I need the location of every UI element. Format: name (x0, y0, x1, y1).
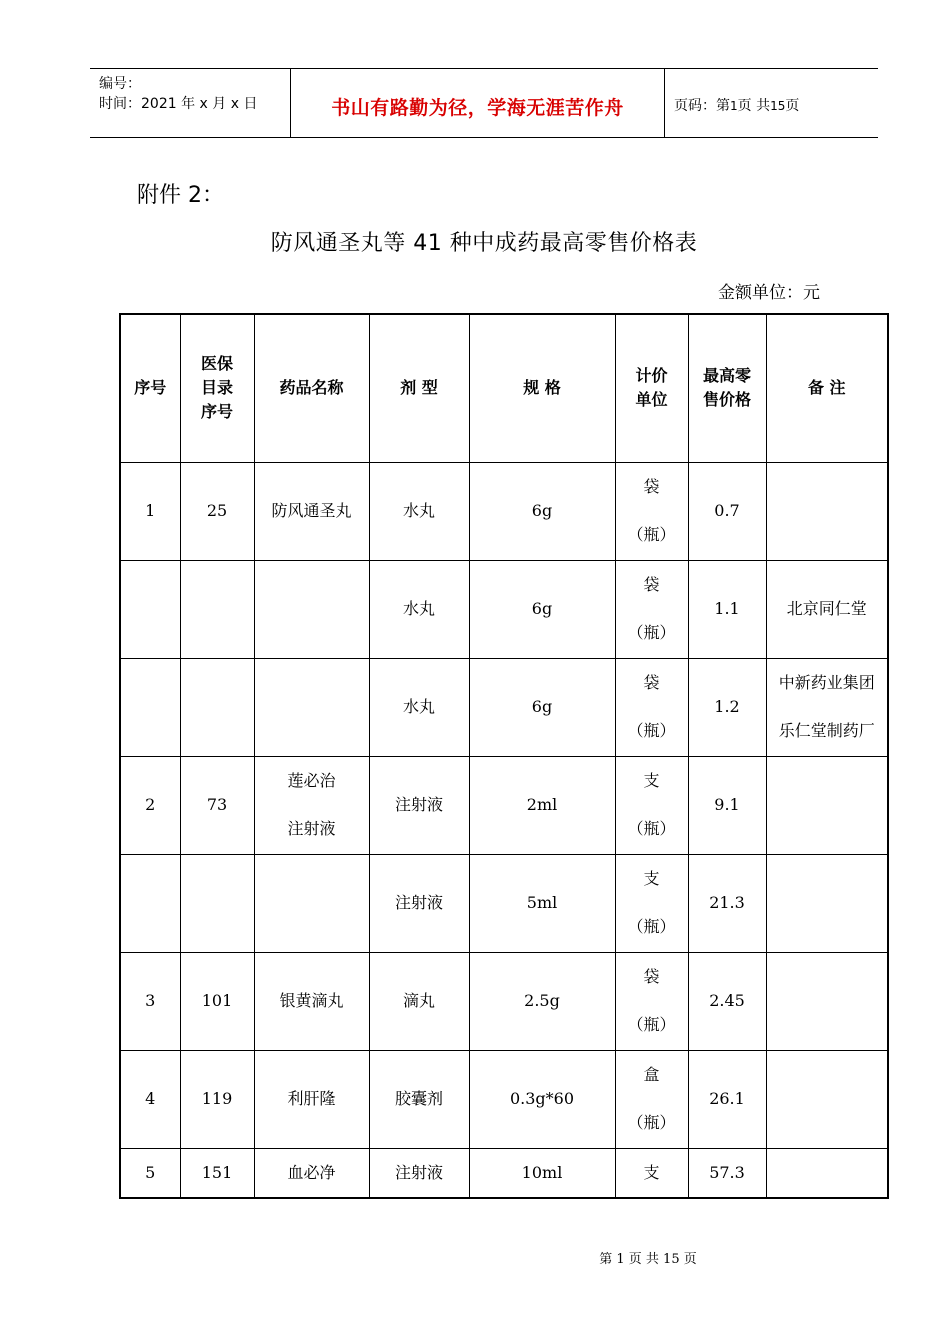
currency-unit: 金额单位：元 (718, 283, 820, 303)
col-header-unit-line2: 单位 (635, 390, 668, 410)
cell-drug-name-line1: 莲必治 (287, 771, 336, 790)
cell-spec: 2ml (469, 756, 615, 854)
col-header-name: 药品名称 (254, 314, 369, 462)
price-table (119, 313, 889, 1199)
cell-unit (615, 658, 688, 756)
cell-insurance-no: 119 (180, 1050, 254, 1148)
cell-unit-line1: 袋 (643, 477, 660, 496)
cell-seq (120, 560, 180, 658)
cell-note-line1: 中新药业集团 (778, 673, 875, 692)
cell-dosage-form: 注射液 (369, 1148, 469, 1198)
cell-price: 21.3 (688, 854, 766, 952)
cell-note (766, 1148, 888, 1198)
cell-unit (615, 462, 688, 560)
cell-unit (615, 1050, 688, 1148)
cell-price: 2.45 (688, 952, 766, 1050)
cell-unit-line1: 袋 (643, 575, 660, 594)
cell-spec: 5ml (469, 854, 615, 952)
document-header (90, 68, 878, 138)
cell-drug-name (254, 854, 369, 952)
cell-dosage-form: 水丸 (369, 658, 469, 756)
col-header-form: 剂 型 (369, 314, 469, 462)
cell-insurance-no (180, 854, 254, 952)
col-header-price-line1: 最高零 (702, 366, 751, 386)
table-header-row (120, 314, 888, 462)
cell-note (766, 462, 888, 560)
cell-insurance-no (180, 560, 254, 658)
cell-unit-line1: 支 (643, 869, 660, 888)
cell-note (766, 952, 888, 1050)
cell-unit-line1: 袋 (643, 967, 660, 986)
cell-drug-name (254, 658, 369, 756)
cell-price: 57.3 (688, 1148, 766, 1198)
cell-unit: 支 (615, 1148, 688, 1198)
cell-note (766, 1050, 888, 1148)
col-header-price (688, 314, 766, 462)
table-row (120, 658, 888, 756)
cell-note: 北京同仁堂 (766, 560, 888, 658)
page-current: 1 (730, 99, 738, 113)
header-page-cell (664, 69, 878, 137)
cell-seq: 3 (120, 952, 180, 1050)
col-header-insurance-line1: 医保 (200, 354, 233, 374)
cell-price: 1.2 (688, 658, 766, 756)
cell-note (766, 658, 888, 756)
col-header-insurance-line3: 序号 (200, 402, 233, 422)
cell-note-line2: 乐仁堂制药厂 (778, 721, 875, 740)
cell-dosage-form: 滴丸 (369, 952, 469, 1050)
cell-dosage-form: 胶囊剂 (369, 1050, 469, 1148)
table-row (120, 1050, 888, 1148)
motto-text: 书山有路勤为径，学海无涯苦作舟 (331, 97, 624, 119)
cell-spec: 0.3g*60 (469, 1050, 615, 1148)
col-header-insurance-line2: 目录 (200, 378, 233, 398)
table-row (120, 560, 888, 658)
doc-number-label: 编号： (99, 76, 141, 92)
cell-drug-name: 利肝隆 (254, 1050, 369, 1148)
cell-dosage-form: 水丸 (369, 462, 469, 560)
cell-price: 1.1 (688, 560, 766, 658)
cell-unit (615, 952, 688, 1050)
cell-unit-line2: （瓶） (627, 525, 676, 544)
cell-unit-line2: （瓶） (627, 721, 676, 740)
page-footer: 第 1 页 共 15 页 (599, 1252, 697, 1267)
table-row (120, 1148, 888, 1198)
table-row (120, 952, 888, 1050)
header-meta-cell (90, 69, 290, 137)
cell-unit (615, 854, 688, 952)
cell-unit (615, 756, 688, 854)
col-header-unit (615, 314, 688, 462)
cell-seq (120, 854, 180, 952)
cell-unit-line2: （瓶） (627, 917, 676, 936)
col-header-note: 备 注 (766, 314, 888, 462)
cell-drug-name: 银黄滴丸 (254, 952, 369, 1050)
cell-note (766, 756, 888, 854)
cell-insurance-no: 73 (180, 756, 254, 854)
cell-unit-line1: 盒 (643, 1065, 660, 1084)
col-header-spec: 规 格 (469, 314, 615, 462)
cell-drug-name (254, 756, 369, 854)
cell-unit (615, 560, 688, 658)
cell-dosage-form: 注射液 (369, 756, 469, 854)
cell-unit-line1: 袋 (643, 673, 660, 692)
cell-dosage-form: 水丸 (369, 560, 469, 658)
attachment-label: 附件 2： (137, 183, 224, 208)
cell-price: 0.7 (688, 462, 766, 560)
table-row (120, 462, 888, 560)
cell-unit-line2: （瓶） (627, 1113, 676, 1132)
cell-drug-name: 血必净 (254, 1148, 369, 1198)
cell-unit-line1: 支 (643, 771, 660, 790)
cell-price: 26.1 (688, 1050, 766, 1148)
cell-drug-name (254, 560, 369, 658)
cell-seq (120, 658, 180, 756)
page-total: 15 (770, 99, 786, 113)
page-info (674, 95, 799, 115)
col-header-price-line2: 售价格 (702, 390, 751, 410)
cell-unit-line2: （瓶） (627, 819, 676, 838)
cell-seq: 2 (120, 756, 180, 854)
page-info-suffix: 页 (785, 98, 800, 114)
table-row (120, 854, 888, 952)
cell-unit-line2: （瓶） (627, 623, 676, 642)
cell-drug-name: 防风通圣丸 (254, 462, 369, 560)
cell-drug-name-line2: 注射液 (287, 819, 336, 838)
time-label: 时间：2021 年 x 月 x 日 (99, 96, 258, 112)
page-info-mid: 页 共 (737, 98, 771, 114)
cell-insurance-no (180, 658, 254, 756)
col-header-insurance (180, 314, 254, 462)
cell-price: 9.1 (688, 756, 766, 854)
table-row (120, 756, 888, 854)
page-title: 防风通圣丸等 41 种中成药最高零售价格表 (270, 231, 698, 256)
col-header-seq: 序号 (120, 314, 180, 462)
cell-dosage-form: 注射液 (369, 854, 469, 952)
cell-spec: 10ml (469, 1148, 615, 1198)
cell-insurance-no: 151 (180, 1148, 254, 1198)
cell-seq: 5 (120, 1148, 180, 1198)
cell-spec: 2.5g (469, 952, 615, 1050)
header-motto-cell (290, 69, 665, 137)
cell-spec: 6g (469, 560, 615, 658)
cell-spec: 6g (469, 658, 615, 756)
col-header-unit-line1: 计价 (635, 366, 668, 386)
cell-seq: 4 (120, 1050, 180, 1148)
cell-note (766, 854, 888, 952)
cell-unit-line2: （瓶） (627, 1015, 676, 1034)
cell-seq: 1 (120, 462, 180, 560)
cell-insurance-no: 101 (180, 952, 254, 1050)
cell-spec: 6g (469, 462, 615, 560)
cell-insurance-no: 25 (180, 462, 254, 560)
page-info-prefix: 页码：第 (674, 98, 730, 114)
